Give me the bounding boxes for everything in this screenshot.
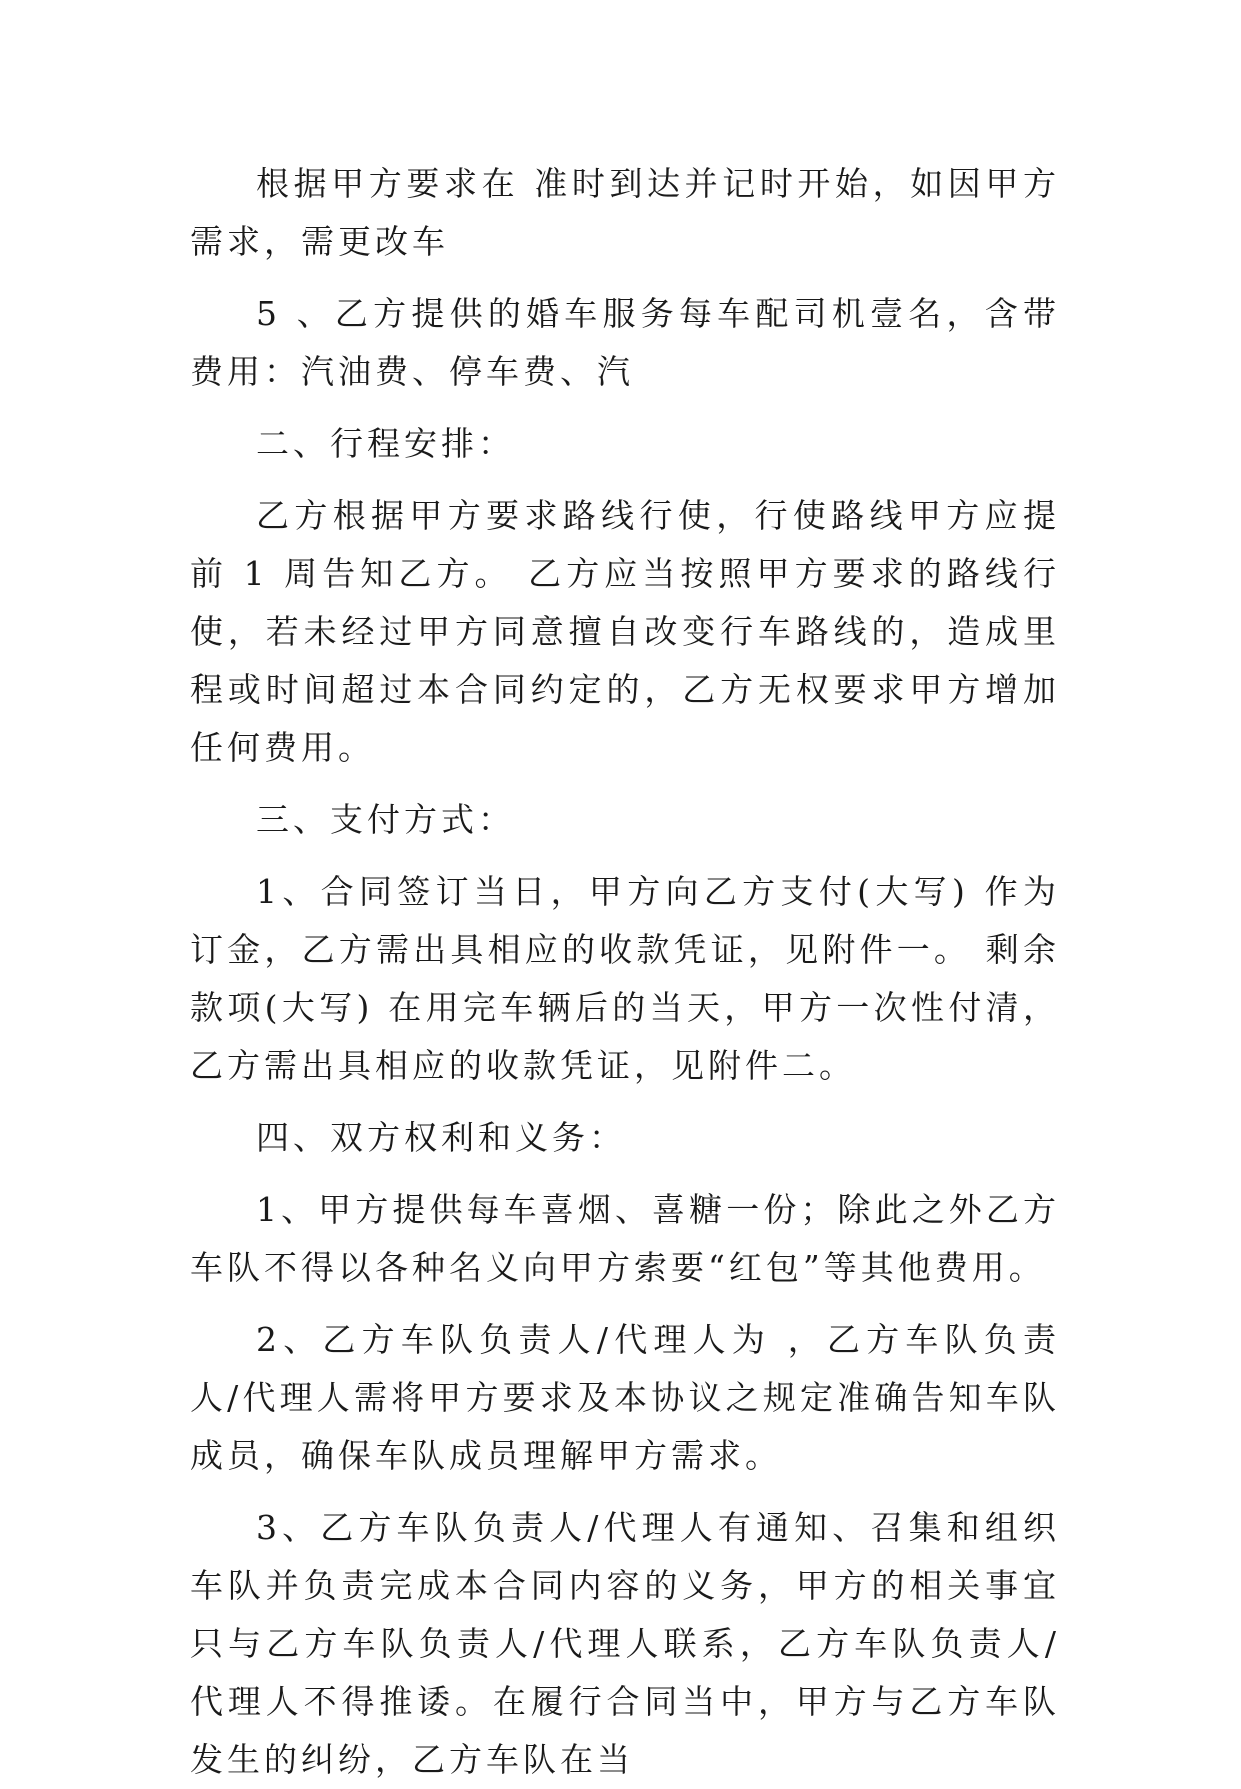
- paragraph-driver-fees: 5 、乙方提供的婚车服务每车配司机壹名，含带费用：汽油费、停车费、汽: [190, 294, 1060, 391]
- paragraph-route: 乙方根据甲方要求路线行使，行使路线甲方应提前 1 周告知乙方。 乙方应当按照甲方要求的路线行使，若未经过甲方同意擅自改变行车路线的，造成里程或时间超过本合同约定的，乙方无权要求甲方增加任何费用。: [190, 496, 1060, 767]
- contract-body: [190, 155, 1060, 1789]
- paragraph-payment-terms: 1、合同签订当日，甲方向乙方支付(大写) 作为订金，乙方需出具相应的收款凭证，见附件一。 剩余款项(大写) 在用完车辆后的当天，甲方一次性付清，乙方需出具相应的收款凭证，见附件二。: [190, 872, 1060, 1085]
- heading-payment: 三、支付方式：: [256, 800, 515, 839]
- heading-itinerary: 二、行程安排：: [256, 424, 515, 463]
- heading-rights-obligations: 四、双方权利和义务：: [256, 1118, 626, 1157]
- paragraph-obligation-2: 2、乙方车队负责人/代理人为 ，乙方车队负责人/代理人需将甲方要求及本协议之规定准确告知车队成员，确保车队成员理解甲方需求。: [190, 1320, 1060, 1475]
- paragraph-arrival-time: 根据甲方要求在 准时到达并记时开始，如因甲方需求，需更改车: [190, 164, 1060, 261]
- paragraph-obligation-1: 1、甲方提供每车喜烟、喜糖一份；除此之外乙方车队不得以各种名义向甲方索要“红包”等其他费用。: [190, 1190, 1060, 1287]
- paragraph-obligation-3: 3、乙方车队负责人/代理人有通知、召集和组织车队并负责完成本合同内容的义务，甲方的相关事宜只与乙方车队负责人/代理人联系，乙方车队负责人/代理人不得推诿。在履行合同当中，甲方与乙方车队发生的纠纷，乙方车队在当: [190, 1508, 1060, 1779]
